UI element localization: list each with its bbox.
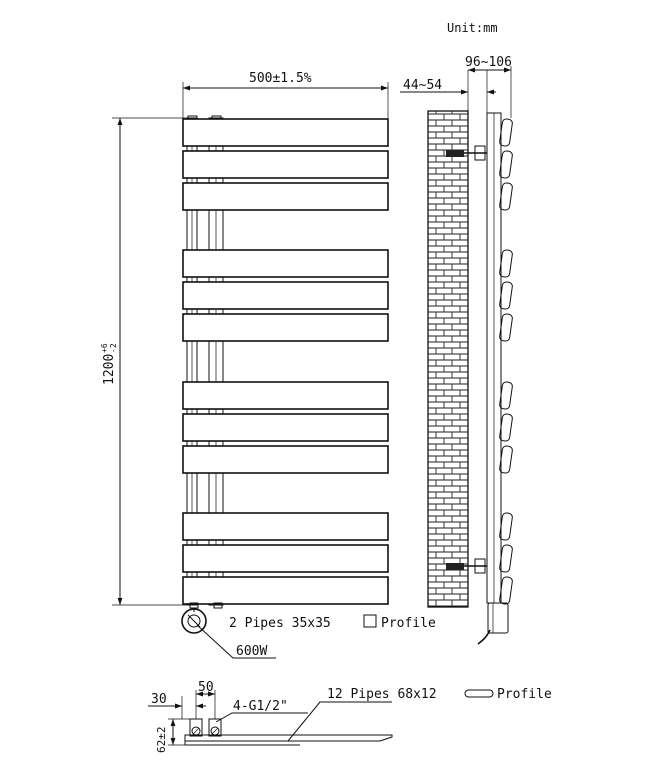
height-tolerance-plus: +6: [100, 343, 109, 353]
unit-label: Unit:mm: [447, 21, 498, 35]
height-tolerance-minus: -2: [109, 343, 118, 353]
heater-power-label: 600W: [236, 644, 268, 659]
height-dimension: 1200: [102, 353, 117, 385]
front-view: [182, 116, 388, 633]
spacing-dimension: 50: [198, 680, 214, 695]
valve-height-dimension: 62±2: [155, 726, 168, 753]
horizontal-bar: [183, 250, 388, 277]
connection-callout: 4-G1/2": [233, 699, 288, 714]
horizontal-bar: [183, 282, 388, 309]
wall-brick-icon: [428, 111, 468, 607]
square-profile-icon: [364, 615, 376, 627]
side-view: [428, 111, 513, 644]
horizontal-bar: [183, 151, 388, 178]
horizontal-bar: [183, 183, 388, 210]
vertical-pipes-callout: 2 Pipes 35x35: [229, 616, 331, 631]
flat-profile-label: Profile: [497, 687, 552, 702]
horizontal-bar: [183, 545, 388, 572]
wall-gap-dimension: 44~54: [403, 78, 443, 93]
horizontal-bar: [183, 314, 388, 341]
flat-profile-icon: [465, 690, 493, 697]
horizontal-bar: [183, 577, 388, 604]
depth-dimension: 96~106: [465, 55, 512, 70]
horizontal-bar: [183, 513, 388, 540]
offset-dimension: 30: [151, 692, 167, 707]
horizontal-bar: [183, 414, 388, 441]
horizontal-bars: [183, 119, 388, 604]
square-profile-label: Profile: [381, 616, 436, 631]
horizontal-bar: [183, 119, 388, 146]
horizontal-bar: [183, 446, 388, 473]
horizontal-bar: [183, 382, 388, 409]
width-dimension: 500±1.5%: [249, 71, 312, 86]
horizontal-pipes-callout: 12 Pipes 68x12: [327, 687, 437, 702]
